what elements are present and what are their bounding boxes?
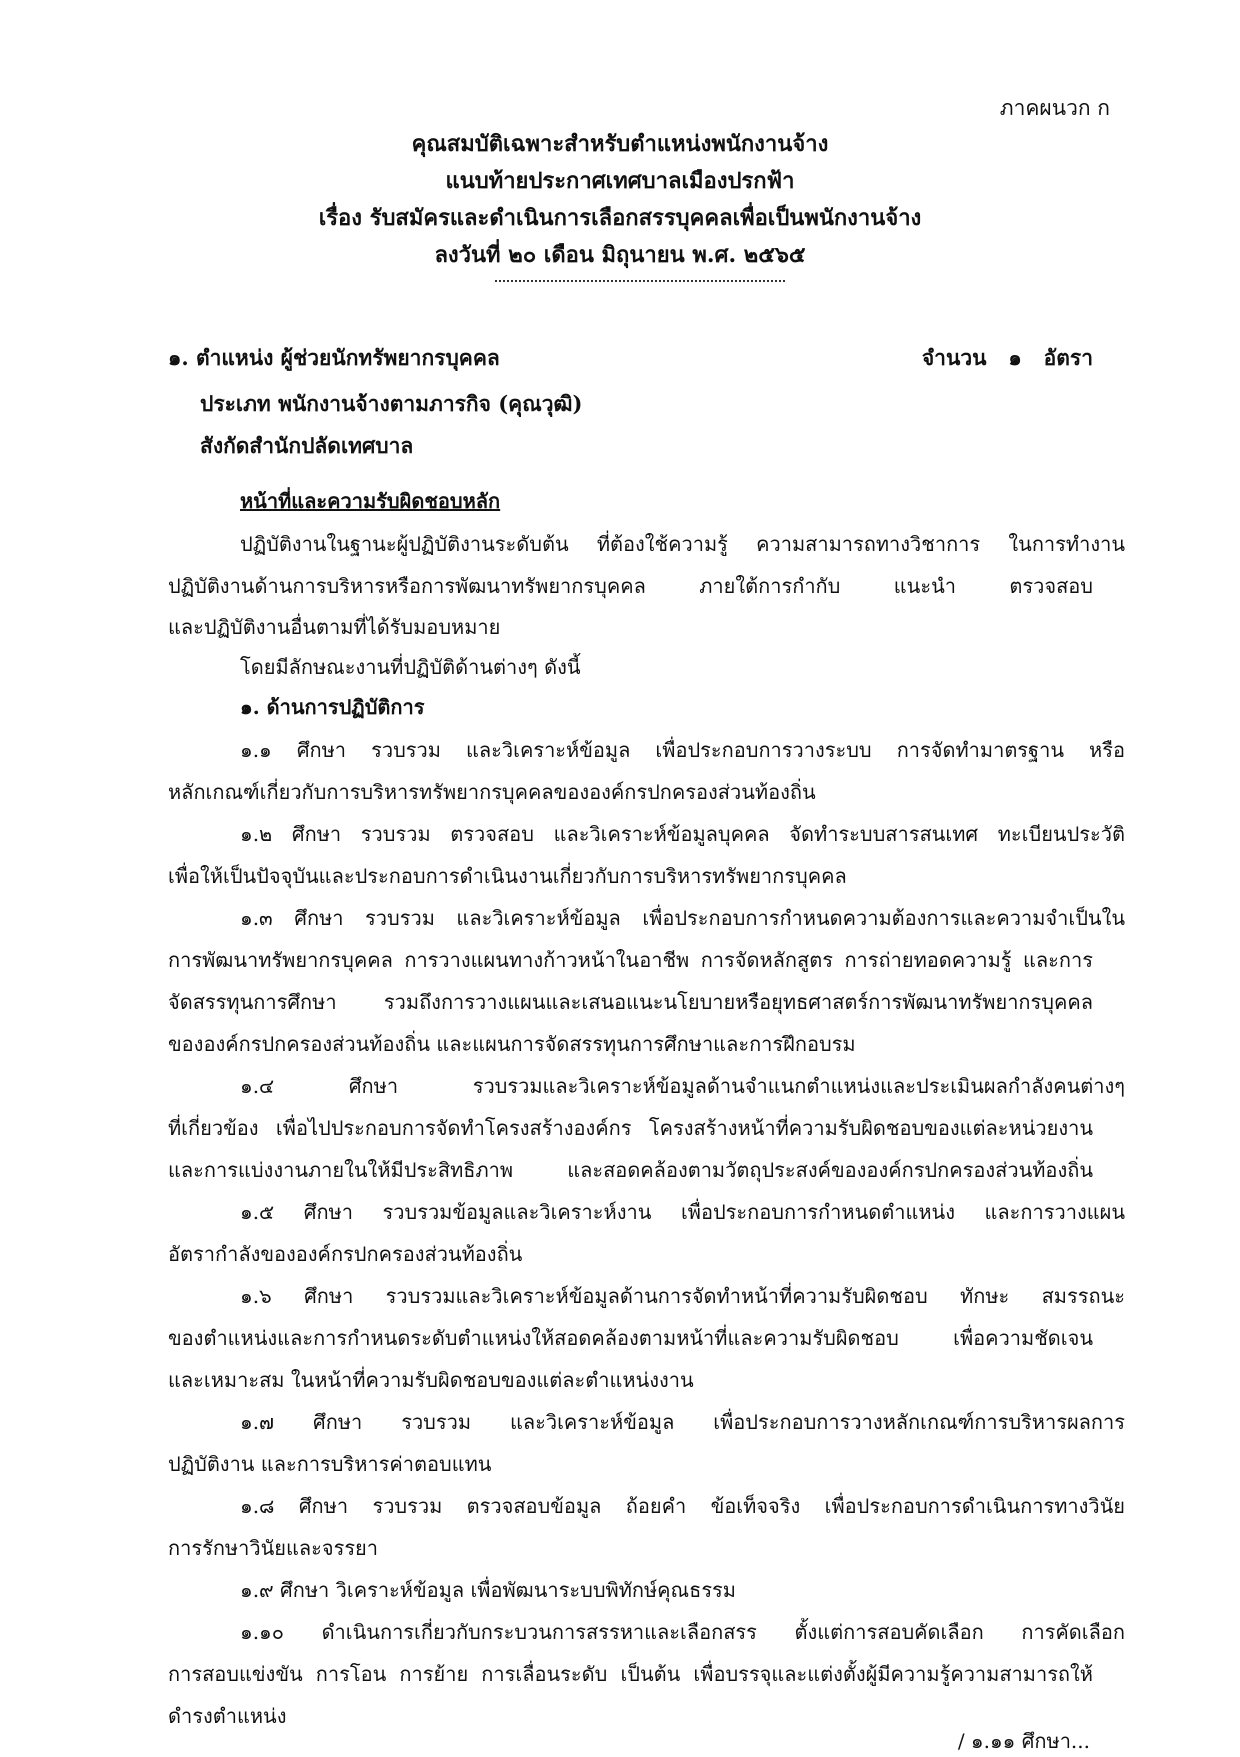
body-line: หลักเกณฑ์เกี่ยวกับการบริหารทรัพยากรบุคคลขององค์กรปกครองส่วนท้องถิ่น	[168, 780, 816, 804]
body-line: เพื่อให้เป็นปัจจุบันและประกอบการดำเนินงานเกี่ยวกับการบริหารทรัพยากรบุคคล	[168, 864, 847, 888]
body-line: ปฏิบัติงานในฐานะผู้ปฏิบัติงานระดับต้น ที่ต้องใช้ความรู้ ความสามารถทางวิชาการ ในการทำงาน	[240, 532, 1125, 556]
title-line: ลงวันที่ ๒๐ เดือน มิถุนายน พ.ศ. ๒๕๖๕	[434, 242, 806, 268]
body-line: ๑.๕ ศึกษา รวบรวมข้อมูลและวิเคราะห์งาน เพื่อประกอบการกำหนดตำแหน่ง และการวางแผน	[240, 1200, 1125, 1224]
body-line: ของตำแหน่งและการกำหนดระดับตำแหน่งให้สอดคล้องตามหน้าที่และความรับผิดชอบ เพื่อความชัดเจน	[168, 1326, 1093, 1350]
body-line: ดำรงตำแหน่ง	[168, 1704, 287, 1728]
body-line: และการแบ่งงานภายในให้มีประสิทธิภาพ และสอดคล้องตามวัตถุประสงค์ขององค์กรปกครองส่วนท้องถิ่น	[168, 1158, 1093, 1182]
body-line: โดยมีลักษณะงานที่ปฏิบัติด้านต่างๆ ดังนี้	[240, 655, 581, 679]
title-line: เรื่อง รับสมัครและดำเนินการเลือกสรรบุคคลเพื่อเป็นพนักงานจ้าง	[318, 205, 922, 231]
continuation-footer: / ๑.๑๑ ศึกษา...	[957, 1729, 1090, 1753]
document-title	[0, 126, 1240, 274]
position-title: ๑. ตำแหน่ง ผู้ช่วยนักทรัพยากรบุคคล	[168, 345, 500, 370]
body-line: ๑.๓ ศึกษา รวบรวม และวิเคราะห์ข้อมูล เพื่อประกอบการกำหนดความต้องการและความจำเป็นใน	[240, 906, 1125, 930]
position-row	[168, 342, 1093, 375]
body-line: ขององค์กรปกครองส่วนท้องถิ่น และแผนการจัดสรรทุนการศึกษาและการฝึกอบรม	[168, 1032, 856, 1056]
body-line: จัดสรรทุนการศึกษา รวมถึงการวางแผนและเสนอแนะนโยบายหรือยุทธศาสตร์การพัฒนาทรัพยากรบุคคล	[168, 990, 1093, 1014]
body-line: ๑.๔ ศึกษา รวบรวมและวิเคราะห์ข้อมูลด้านจำแนกตำแหน่งและประเมินผลกำลังคนต่างๆ	[240, 1074, 1125, 1098]
body-line: ๑.๑ ศึกษา รวบรวม และวิเคราะห์ข้อมูล เพื่อประกอบการวางระบบ การจัดทำมาตรฐาน หรือ	[240, 738, 1125, 762]
body-line: และปฏิบัติงานอื่นตามที่ได้รับมอบหมาย	[168, 615, 501, 639]
position-type: ประเภท พนักงานจ้างตามภารกิจ (คุณวุฒิ)	[200, 391, 583, 416]
body-line: ๑.๗ ศึกษา รวบรวม และวิเคราะห์ข้อมูล เพื่อประกอบการวางหลักเกณฑ์การบริหารผลการ	[240, 1410, 1125, 1434]
body-line: การสอบแข่งขัน การโอน การย้าย การเลื่อนระดับ เป็นต้น เพื่อบรรจุและแต่งตั้งผู้มีความรู้ความสามารถให้	[168, 1662, 1093, 1686]
body-line: ๑.๑๐ ดำเนินการเกี่ยวกับกระบวนการสรรหาและเลือกสรร ตั้งแต่การสอบคัดเลือก การคัดเลือก	[240, 1620, 1125, 1644]
body-line: ปฏิบัติงาน และการบริหารค่าตอบแทน	[168, 1452, 492, 1476]
body-line: ๑.๒ ศึกษา รวบรวม ตรวจสอบ และวิเคราะห์ข้อมูลบุคคล จัดทำระบบสารสนเทศ ทะเบียนประวัติ	[240, 822, 1125, 846]
dotted-divider	[495, 280, 785, 282]
body-line: ปฏิบัติงานด้านการบริหารหรือการพัฒนาทรัพยากรบุคคล ภายใต้การกำกับ แนะนำ ตรวจสอบ	[168, 574, 1093, 598]
body-line: ๑.๖ ศึกษา รวบรวมและวิเคราะห์ข้อมูลด้านการจัดทำหน้าที่ความรับผิดชอบ ทักษะ สมรรถนะ	[240, 1284, 1125, 1308]
body-line: ๑.๘ ศึกษา รวบรวม ตรวจสอบข้อมูล ถ้อยคำ ข้อเท็จจริง เพื่อประกอบการดำเนินการทางวินัย	[240, 1494, 1125, 1518]
body-line: ๑.๙ ศึกษา วิเคราะห์ข้อมูล เพื่อพัฒนาระบบพิทักษ์คุณธรรม	[240, 1578, 736, 1602]
position-count: จำนวน ๑ อัตรา	[921, 345, 1093, 370]
appendix-label: ภาคผนวก ก	[999, 96, 1110, 120]
body-line: การพัฒนาทรัพยากรบุคคล การวางแผนทางก้าวหน้าในอาชีพ การจัดหลักสูตร การถ่ายทอดความรู้ และการ	[168, 948, 1093, 972]
section-heading: ๑. ด้านการปฏิบัติการ	[240, 695, 425, 719]
body-line: อัตรากำลังขององค์กรปกครองส่วนท้องถิ่น	[168, 1242, 523, 1266]
body-line: การรักษาวินัยและจรรยา	[168, 1536, 379, 1560]
body-line: และเหมาะสม ในหน้าที่ความรับผิดชอบของแต่ละตำแหน่งงาน	[168, 1368, 694, 1392]
title-line: คุณสมบัติเฉพาะสำหรับตำแหน่งพนักงานจ้าง	[411, 131, 829, 157]
position-affiliation: สังกัดสำนักปลัดเทศบาล	[200, 433, 414, 458]
duties-heading: หน้าที่และความรับผิดชอบหลัก	[240, 489, 501, 513]
body-line: ที่เกี่ยวข้อง เพื่อไปประกอบการจัดทำโครงสร้างองค์กร โครงสร้างหน้าที่ความรับผิดชอบของแต่ละหน่วยงาน	[168, 1116, 1093, 1140]
title-line: แนบท้ายประกาศเทศบาลเมืองปรกฟ้า	[445, 168, 795, 194]
